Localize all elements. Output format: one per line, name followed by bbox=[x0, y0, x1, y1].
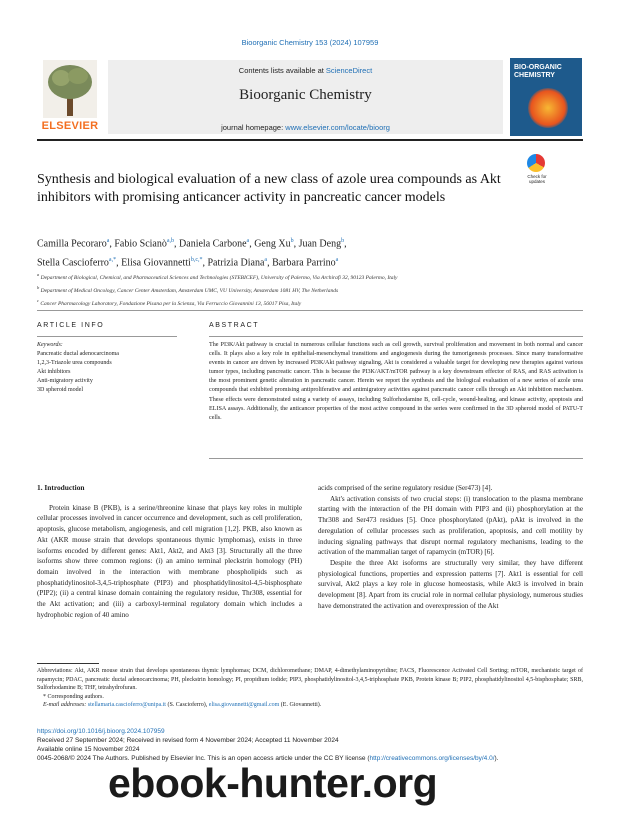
affiliation-list bbox=[37, 270, 583, 308]
corresponding-authors-note: * Corresponding authors. bbox=[43, 693, 104, 700]
footnote-rule bbox=[37, 663, 99, 664]
email-link-giovannetti[interactable]: elisa.giovannetti@gmail.com bbox=[208, 702, 280, 709]
abstract-text: The PI3K/Akt pathway is crucial in numerous cellular functions such as cell growth, survival proliferation and movement in both normal and cancer cells. It plays also a key role in epithelial-mesenchymal transitions and angiogenesis during the tumorigenesis processes. Since many transformative events in cancer are driven by increased PI3K/Akt pathway signaling, Akt is considered a valuable target for developing new therapies against various tumor types, including pancreatic cancer. This is because the PI3K/AKT/mTOR pathway is a key downstream effector of RAS, and RAS activation is the most prominent genetic alteration in pancreatic cancer. Herein we report the synthesis and the biological evaluation of a new series of azole urea compounds that exhibited promising antiproliferative and antimigratory activities against pancreatic cancer cells through an Akt inhibition mechanism. These effects were demonstrated using a variety of assays, including Sulforhodamine B, cell-cycle, wound-healing, and kinase activity, apoptosis and ELISA assays. Additionally, the anticancer properties of the most active compound in the series were confirmed in the 3D spheroid model of PATU-T cells. bbox=[209, 342, 583, 421]
affiliation-marker: c bbox=[37, 297, 39, 303]
paragraph: Akt's activation consists of two crucial steps: (i) translocation to the plasma membrane starting with the interaction of the PH domain with PIP3 and (ii) phosphorylation at the Thr308 and Ser473 residues [5]. Once phosphorylated (pAkt), pAkt is involved in the deregulation of cellular processes such as proliferation, apoptosis, and cell motility by inducing signaling pathways that disrupt normal regulatory mechanisms, leading to the activation of the mammalian target of rapamycin (mTOR) [6]. bbox=[318, 494, 583, 557]
received-dates: Received 27 September 2024; Received in revised form 4 November 2024; Accepted 11 November 2024 bbox=[37, 737, 339, 744]
affiliation bbox=[37, 296, 583, 309]
author-name: Geng Xu bbox=[254, 238, 291, 250]
body-column-left bbox=[37, 483, 302, 620]
license-link[interactable]: http://creativecommons.org/licenses/by/4.0/ bbox=[369, 755, 495, 762]
info-divider bbox=[37, 310, 583, 311]
keywords-heading: Keywords: bbox=[37, 342, 63, 348]
abstract-bottom-rule bbox=[209, 458, 583, 459]
author-affiliation-marker[interactable]: b bbox=[341, 238, 345, 244]
keywords-block bbox=[37, 341, 187, 395]
affiliation-marker: b bbox=[37, 284, 40, 290]
affiliation bbox=[37, 283, 583, 296]
keyword: Anti-migratory activity bbox=[37, 378, 93, 384]
paragraph: Protein kinase B (PKB), is a serine/threonine kinase that plays key roles in multiple cellular processes involved in cancer occurrence and development, such as cell proliferation, apoptosis, glucose metabolism, angiogenesis, and cell migration [1,2]. PKB, also known as Akt (AKR mouse strain that develops spontaneous thymic lymphomas), exists in three isoforms encoded by different genes: Akt1, Akt2, and Akt3 [3]. Structurally all the three isoforms show three common regions: (i) an amino terminal pleckstrin homology (PH) domain involved in the interaction with membrane phospholipids such as phosphatidylinositol-3,4,5-triphosphate (PIP3) and phosphatidylinositol-4,5-bisphosphate (PIP2); (ii) a central kinase domain containing the regulatory residue, Thr308, essential for the Akt activation; and (iii) a carboxyl-terminal regulatory domain which includes a hydrophobic region of 40 amino bbox=[37, 503, 302, 619]
author-affiliation-marker[interactable]: a,* bbox=[108, 257, 117, 264]
sciencedirect-link[interactable]: ScienceDirect bbox=[325, 66, 373, 75]
header-divider bbox=[37, 139, 583, 141]
introduction-heading: 1. Introduction bbox=[37, 483, 85, 492]
author-affiliation-marker[interactable]: a bbox=[335, 257, 339, 264]
watermark: ebook-hunter.org bbox=[108, 760, 438, 806]
author-affiliation-marker[interactable]: b,c,* bbox=[190, 257, 203, 264]
affiliation-text: Department of Medical Oncology, Cancer Center Amsterdam, Amsterdam UMC, VU University, Amsterdam 1081 HV, The Netherlands bbox=[39, 287, 339, 294]
cover-title: BIO-ORGANIC CHEMISTRY bbox=[514, 64, 562, 79]
author-affiliation-marker[interactable]: b bbox=[290, 238, 294, 244]
abbreviations-footnote: Abbreviations: Akt, AKR mouse strain that develops spontaneous thymic lymphomas; DCM, dichloromethane; DMAP, 4-dimethylaminopyridine; FACS, Fluorescence Activated Cell Sorting; mTOR, mechanistic target of rapamycin; PDAC, pancreatic ductal adenocarcinoma; PH, pleckstrin homology; PI, propidium iodide; PIP3, phosphatidylinositol-3,4,5-triphosphate PKB, Protein kinase B; PIP2, phosphatidylinositol 4,5-bisphosphate; SRB, Sulforhodamine B; THF, tetrahydrofuran. bbox=[37, 668, 583, 692]
journal-name: Bioorganic Chemistry bbox=[239, 87, 372, 103]
paragraph: Despite the three Akt isoforms are structurally very similar, they have different physiological functions, properties and expression patterns [7]. Akt1 is essential for cell survival, Akt2 plays a key role in glucose homeostasis, while Akt3 is involved in brain development [8]. Apart from its crucial role in normal cellular physiology, numerous studies have demonstrated the activation and overexpression of the Akt bbox=[318, 558, 583, 610]
journal-homepage: journal homepage: www.elsevier.com/locate/bioorg bbox=[221, 123, 390, 132]
author-affiliation-marker[interactable]: a bbox=[106, 238, 110, 244]
contents-line: Contents lists available at ScienceDirect bbox=[238, 66, 373, 75]
journal-reference[interactable]: Bioorganic Chemistry 153 (2024) 107959 bbox=[241, 38, 379, 47]
author-list bbox=[37, 233, 583, 272]
author-affiliation-marker[interactable]: a bbox=[246, 238, 250, 244]
affiliation-marker: a bbox=[37, 272, 40, 277]
author-name: Juan Deng bbox=[298, 238, 342, 250]
elsevier-wordmark: ELSEVIER bbox=[41, 120, 99, 132]
affiliation bbox=[37, 270, 583, 283]
paragraph: acids comprised of the serine regulatory residue (Ser473) [4]. bbox=[318, 484, 493, 492]
email-link-cascioferro[interactable]: stellamaria.cascioferro@unipa.it bbox=[87, 702, 166, 709]
email-addresses: E-mail addresses: stellamaria.cascioferro@unipa.it (S. Cascioferro), elisa.giovannetti@gmail.com (E. Giovannetti). bbox=[43, 702, 322, 709]
keywords-list bbox=[37, 350, 187, 395]
author-name: Patrizia Diana bbox=[207, 257, 265, 269]
abstract-heading: ABSTRACT bbox=[209, 322, 260, 329]
check-updates-label: Check for updates bbox=[527, 174, 547, 184]
available-online: Available online 15 November 2024 bbox=[37, 746, 140, 753]
homepage-link[interactable]: www.elsevier.com/locate/bioorg bbox=[285, 123, 390, 132]
footnotes bbox=[37, 667, 583, 710]
body-column-right bbox=[318, 483, 583, 611]
keyword: 1,2,3-Triazole urea compounds bbox=[37, 360, 112, 366]
elsevier-tree-icon bbox=[43, 60, 97, 118]
abstract-rule bbox=[209, 336, 583, 337]
affiliation-text: Cancer Pharmacology Laboratory, Fondazione Pisana per la Scienza, Via Ferruccio Giovannini 13, 56017 Pisa, Italy bbox=[39, 300, 302, 307]
article-info-heading: ARTICLE INFO bbox=[37, 322, 105, 329]
author-line-1: Camilla Pecoraro$^a$, Fabio Scianò$^{a,b}$, Daniela Carbone$^a$, Geng Xu$^b$, Juan Deng$^b$, bbox=[37, 238, 347, 250]
author-name: Stella Cascioferro bbox=[37, 257, 109, 269]
doi-link[interactable]: https://doi.org/10.1016/j.bioorg.2024.107959 bbox=[37, 728, 165, 735]
elsevier-logo bbox=[37, 60, 103, 134]
author-name: Fabio Scianò bbox=[114, 238, 167, 250]
article-info-rule bbox=[37, 336, 177, 337]
author-name: Camilla Pecoraro bbox=[37, 238, 107, 250]
affiliation-text: Department of Biological, Chemical, and Pharmaceutical Sciences and Technologies (STEBICEF), University of Palermo, Via Archirafi 32, 90123 Palermo, Italy bbox=[39, 274, 398, 281]
author-affiliation-marker[interactable]: a,b bbox=[166, 238, 175, 244]
author-affiliation-marker[interactable]: a bbox=[264, 257, 268, 264]
author-name: Elisa Giovannetti bbox=[121, 257, 191, 269]
check-updates-icon bbox=[527, 154, 545, 172]
keyword: Akt inhibitors bbox=[37, 369, 71, 375]
keyword: 3D spheroid model bbox=[37, 387, 83, 393]
license-line: 0045-2068/© 2024 The Authors. Published by Elsevier Inc. This is an open access article under the CC BY license (http://creativecommons.org/licenses/by/4.0/). bbox=[37, 755, 499, 762]
cover-image bbox=[528, 88, 568, 128]
author-line-2: Stella Cascioferro$^{a,*}$, Elisa Giovannetti$^{b,c,*}$, Patrizia Diana$^a$, Barbara Parrino$^a$ bbox=[37, 257, 339, 269]
journal-cover-thumbnail[interactable] bbox=[510, 58, 582, 136]
author-name: Daniela Carbone bbox=[179, 238, 247, 250]
author-name: Barbara Parrino bbox=[272, 257, 336, 269]
check-for-updates-badge[interactable] bbox=[525, 154, 547, 184]
article-title: Synthesis and biological evaluation of a new class of azole urea compounds as Akt inhibitors with promising anticancer activity in pancreatic cancer models bbox=[37, 172, 501, 205]
keyword: Pancreatic ductal adenocarcinoma bbox=[37, 351, 119, 357]
